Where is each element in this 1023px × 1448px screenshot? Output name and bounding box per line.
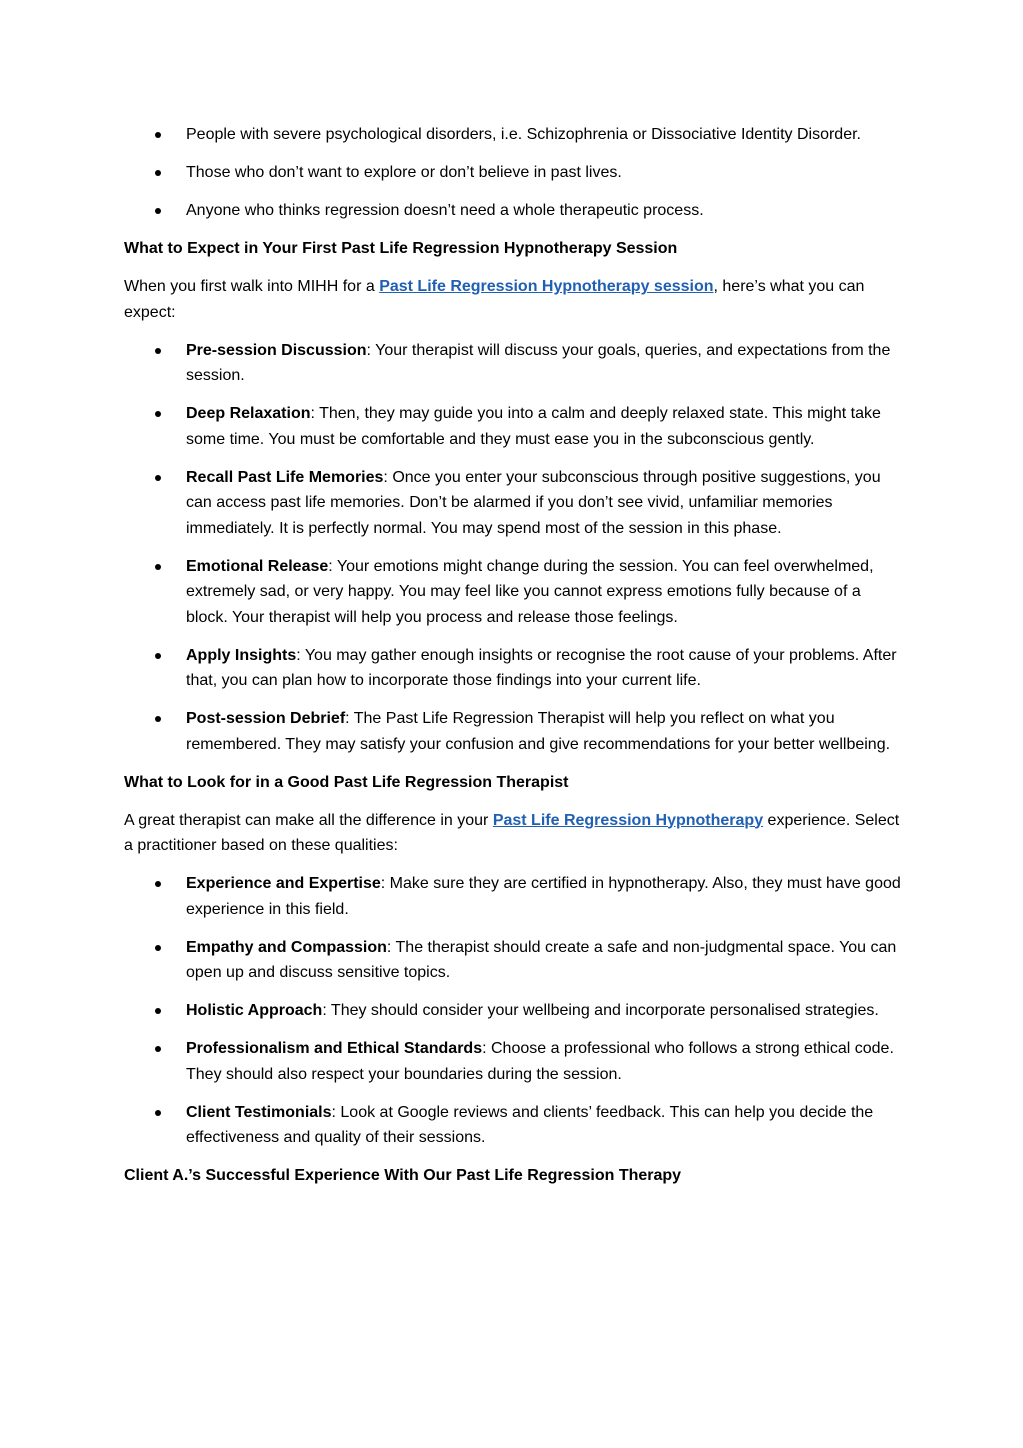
list-item-text: : The therapist should create a safe and non-judgmental space. You can open up and discuss sensitive topics. xyxy=(186,938,897,981)
bullet-icon xyxy=(155,653,161,659)
paragraph-text: experience. Select a practitioner based on these qualities: xyxy=(124,811,900,854)
list-item-text: People with severe psychological disorders, i.e. Schizophrenia or Dissociative Identity Disorder. xyxy=(186,126,861,143)
section-heading-what-to-expect: What to Expect in Your First Past Life Regression Hypnotherapy Session xyxy=(124,240,678,257)
section-intro-paragraph xyxy=(124,808,904,859)
paragraph-text: When you first walk into MIHH for a xyxy=(124,278,380,295)
list-item-text: : Make sure they are certified in hypnotherapy. Also, they must have good experience in this field. xyxy=(186,875,901,918)
bullet-icon xyxy=(155,411,161,417)
list-item-text: : Your therapist will discuss your goals, queries, and expectations from the session. xyxy=(186,341,891,384)
list-item-term: Pre-session Discussion xyxy=(186,341,367,359)
list-item xyxy=(124,935,904,986)
list-item-text: : Your emotions might change during the session. You can feel overwhelmed, extremely sad, or very happy. You may feel like you cannot express emotions fully because of a block. Your therapist will help you process and release those feelings. xyxy=(186,557,874,626)
list-item-text: : Choose a professional who follows a strong ethical code. They should also respect your boundaries during the session. xyxy=(186,1040,894,1083)
bullet-icon xyxy=(155,1008,161,1014)
qualities-bullet-list xyxy=(124,871,904,1151)
list-item-text: Anyone who thinks regression doesn’t need a whole therapeutic process. xyxy=(186,202,704,219)
bullet-icon xyxy=(155,564,161,570)
list-item xyxy=(124,401,904,452)
document-page xyxy=(124,122,904,1201)
section-heading-client-experience: Client A.’s Successful Experience With Our Past Life Regression Therapy xyxy=(124,1167,682,1184)
list-item-term: Empathy and Compassion xyxy=(186,938,387,956)
section-intro-paragraph xyxy=(124,274,904,325)
bullet-icon xyxy=(155,881,161,887)
bullet-icon xyxy=(155,1046,161,1052)
list-item-term: Post-session Debrief xyxy=(186,710,346,727)
list-item-text: : They should consider your wellbeing and incorporate personalised strategies. xyxy=(322,1002,879,1019)
section-heading-what-to-look-for: What to Look for in a Good Past Life Regression Therapist xyxy=(124,773,569,791)
list-item-text: Those who don’t want to explore or don’t believe in past lives. xyxy=(186,164,622,181)
list-item xyxy=(124,643,904,694)
list-item-term: Deep Relaxation xyxy=(186,405,311,422)
list-item-text: : You may gather enough insights or recognise the root cause of your problems. After that, you can plan how to incorporate those findings into your current life. xyxy=(186,646,897,689)
list-item-term: Recall Past Life Memories xyxy=(186,468,384,486)
list-item-text: : Look at Google reviews and clients’ feedback. This can help you decide the effectiveness and quality of their sessions. xyxy=(186,1103,874,1146)
bullet-icon xyxy=(155,1110,161,1116)
paragraph-text: A great therapist can make all the difference in your xyxy=(124,811,493,829)
list-item xyxy=(124,706,904,757)
list-item xyxy=(124,465,904,542)
list-item xyxy=(124,871,904,922)
intro-bullet-list xyxy=(124,122,904,224)
expectations-bullet-list xyxy=(124,338,904,758)
list-item-term: Client Testimonials xyxy=(186,1103,332,1121)
bullet-icon xyxy=(155,170,161,176)
list-item-text: : Then, they may guide you into a calm and deeply relaxed state. This might take some time. You must be comfortable and they must ease you in the subconscious gently. xyxy=(186,405,881,448)
list-item xyxy=(124,160,904,186)
list-item xyxy=(124,998,904,1024)
bullet-icon xyxy=(155,132,161,138)
list-item-term: Experience and Expertise xyxy=(186,875,381,892)
list-item-term: Emotional Release xyxy=(186,557,329,575)
list-item xyxy=(124,198,904,224)
list-item-text: : The Past Life Regression Therapist will help you reflect on what you remembered. They may satisfy your confusion and give recommendations for your better wellbeing. xyxy=(186,710,891,753)
list-item-text: : Once you enter your subconscious through positive suggestions, you can access past life memories. Don’t be alarmed if you don’t see vivid, unfamiliar memories immediately. It is perfectly normal. You may spend most of the session in this phase. xyxy=(186,468,881,537)
list-item xyxy=(124,122,904,148)
list-item xyxy=(124,1036,904,1087)
list-item xyxy=(124,554,904,631)
bullet-icon xyxy=(155,475,161,481)
hypnotherapy-link[interactable]: Past Life Regression Hypnotherapy xyxy=(492,811,764,829)
list-item-term: Holistic Approach xyxy=(186,1002,323,1019)
list-item-term: Apply Insights xyxy=(186,646,297,664)
bullet-icon xyxy=(155,945,161,951)
bullet-icon xyxy=(155,208,161,214)
bullet-icon xyxy=(155,348,161,354)
session-link[interactable]: Past Life Regression Hypnotherapy session xyxy=(379,278,714,295)
paragraph-text: , here’s what you can expect: xyxy=(124,278,865,321)
list-item-term: Professionalism and Ethical Standards xyxy=(186,1040,483,1057)
bullet-icon xyxy=(155,716,161,722)
list-item xyxy=(124,1100,904,1151)
list-item xyxy=(124,338,904,389)
